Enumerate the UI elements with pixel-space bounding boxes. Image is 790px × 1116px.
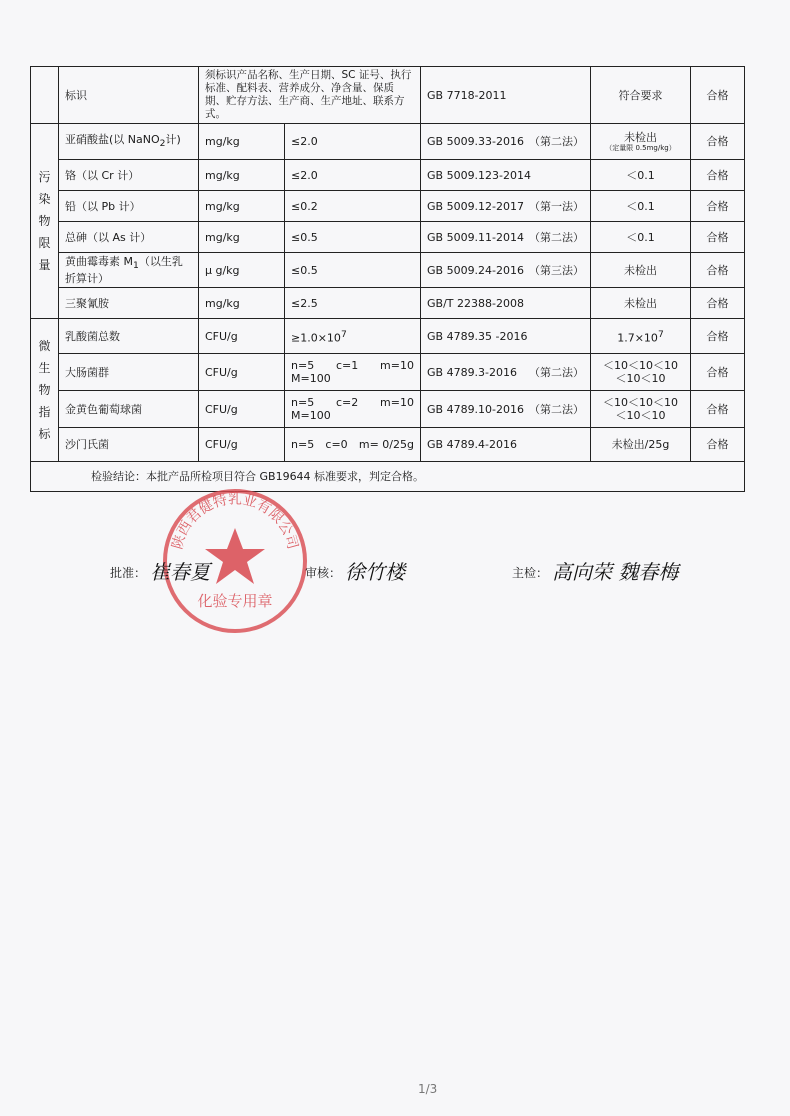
table-row: [31, 222, 745, 253]
method-cell: GB 4789.35 -2016: [421, 319, 591, 354]
item-cell: 沙门氏菌: [59, 428, 199, 462]
unit-cell: CFU/g: [199, 354, 285, 391]
review-signature: 徐竹楼: [345, 560, 405, 584]
item-cell: 标识: [59, 67, 199, 124]
result-cell: 符合要求: [591, 67, 691, 124]
unit-cell: mg/kg: [199, 160, 285, 191]
seal-bottom-text: 化验专用章: [197, 592, 273, 610]
inspect-label: 主检：: [512, 566, 549, 580]
limit-cell: n=5 c=1 m=10 M=100: [285, 354, 421, 391]
item-cell: 三聚氰胺: [59, 288, 199, 319]
limit-cell: n=5 c=0 m= 0/25g: [285, 428, 421, 462]
method-cell: GB 7718-2011: [421, 67, 591, 124]
method-cell: GB 5009.123-2014: [421, 160, 591, 191]
limit-cell: $\ge 1.0\times 10^7$: [285, 319, 421, 354]
approve-signature: 崔春夏: [150, 560, 210, 584]
result-cell: 未检出 （定量限 0.5mg/kg）: [591, 124, 691, 160]
table-row: [31, 253, 745, 288]
judgement-cell: 合格: [691, 67, 745, 124]
category-cell: [31, 319, 59, 462]
unit-cell: μ g/kg: [199, 253, 285, 288]
method-cell: GB 4789.10-2016 （第二法）: [421, 391, 591, 428]
requirement-cell: 须标识产品名称、生产日期、SC 证号、执行标准、配料表、营养成分、净含量、保质期、贮存方法、生产商、生产地址、联系方式。: [199, 67, 421, 124]
category-cell: [31, 124, 59, 319]
judgement-cell: 合格: [691, 288, 745, 319]
table-row: [31, 462, 745, 492]
judgement-cell: 合格: [691, 428, 745, 462]
result-cell: $1.7\times 10^7$: [591, 319, 691, 354]
limit-cell: ≤0.5: [285, 222, 421, 253]
judgement-cell: 合格: [691, 319, 745, 354]
unit-cell: mg/kg: [199, 191, 285, 222]
item-cell: 黄曲霉毒素 $M_1$（以生乳折算计）: [59, 253, 199, 288]
method-cell: GB/T 22388-2008: [421, 288, 591, 319]
item-cell: 总砷（以 As 计）: [59, 222, 199, 253]
table-row: [31, 191, 745, 222]
method-cell: GB 4789.3-2016 （第二法）: [421, 354, 591, 391]
result-cell: ＜0.1: [591, 191, 691, 222]
unit-cell: CFU/g: [199, 319, 285, 354]
item-cell: 铅（以 Pb 计）: [59, 191, 199, 222]
limit-cell: ≤0.2: [285, 191, 421, 222]
category-text: 微生物指标: [38, 339, 51, 442]
limit-cell: ≤2.0: [285, 124, 421, 160]
table-row: [31, 288, 745, 319]
limit-cell: n=5 c=2 m=10 M=100: [285, 391, 421, 428]
judgement-cell: 合格: [691, 253, 745, 288]
result-cell: 未检出/25g: [591, 428, 691, 462]
item-cell: 亚硝酸盐(以 NaNO$_2$计): [59, 124, 199, 160]
judgement-cell: 合格: [691, 160, 745, 191]
unit-cell: CFU/g: [199, 428, 285, 462]
result-cell: ＜10＜10＜10 ＜10＜10: [591, 391, 691, 428]
result-cell: ＜10＜10＜10 ＜10＜10: [591, 354, 691, 391]
category-text: 污染物限量: [38, 170, 51, 273]
table-row: [31, 124, 745, 160]
review-label: 审核：: [305, 566, 342, 580]
item-cell: 乳酸菌总数: [59, 319, 199, 354]
unit-cell: mg/kg: [199, 288, 285, 319]
result-cell: ＜0.1: [591, 222, 691, 253]
judgement-cell: 合格: [691, 222, 745, 253]
result-cell: 未检出: [591, 288, 691, 319]
item-cell: 铬（以 Cr 计）: [59, 160, 199, 191]
limit-cell: ≤2.0: [285, 160, 421, 191]
unit-cell: CFU/g: [199, 391, 285, 428]
table-row: [31, 160, 745, 191]
judgement-cell: 合格: [691, 354, 745, 391]
method-cell: GB 5009.33-2016 （第二法）: [421, 124, 591, 160]
unit-cell: mg/kg: [199, 124, 285, 160]
inspect-signature: 高向荣 魏春梅: [552, 560, 679, 584]
table-row: [31, 354, 745, 391]
approve-label: 批准：: [110, 566, 147, 580]
signature-row: [0, 556, 790, 596]
table-row: [31, 428, 745, 462]
judgement-cell: 合格: [691, 191, 745, 222]
table-row: [31, 391, 745, 428]
judgement-cell: 合格: [691, 124, 745, 160]
table-row: [31, 319, 745, 354]
method-cell: GB 4789.4-2016: [421, 428, 591, 462]
method-cell: GB 5009.24-2016 （第三法）: [421, 253, 591, 288]
item-cell: 金黄色葡萄球菌: [59, 391, 199, 428]
method-cell: GB 5009.12-2017 （第一法）: [421, 191, 591, 222]
item-cell: 大肠菌群: [59, 354, 199, 391]
judgement-cell: 合格: [691, 391, 745, 428]
conclusion-text: 检验结论：本批产品所检项目符合 GB19644 标准要求，判定合格。: [31, 462, 745, 492]
result-cell: ＜0.1: [591, 160, 691, 191]
unit-cell: mg/kg: [199, 222, 285, 253]
result-cell: 未检出: [591, 253, 691, 288]
method-cell: GB 5009.11-2014 （第二法）: [421, 222, 591, 253]
seal-text-arc: 陕西君健特乳业有限公司: [169, 491, 301, 552]
limit-cell: ≤2.5: [285, 288, 421, 319]
page-number: 1/3: [418, 1082, 438, 1096]
limit-cell: ≤0.5: [285, 253, 421, 288]
inspection-table: [30, 66, 745, 492]
table-row: [31, 67, 745, 124]
